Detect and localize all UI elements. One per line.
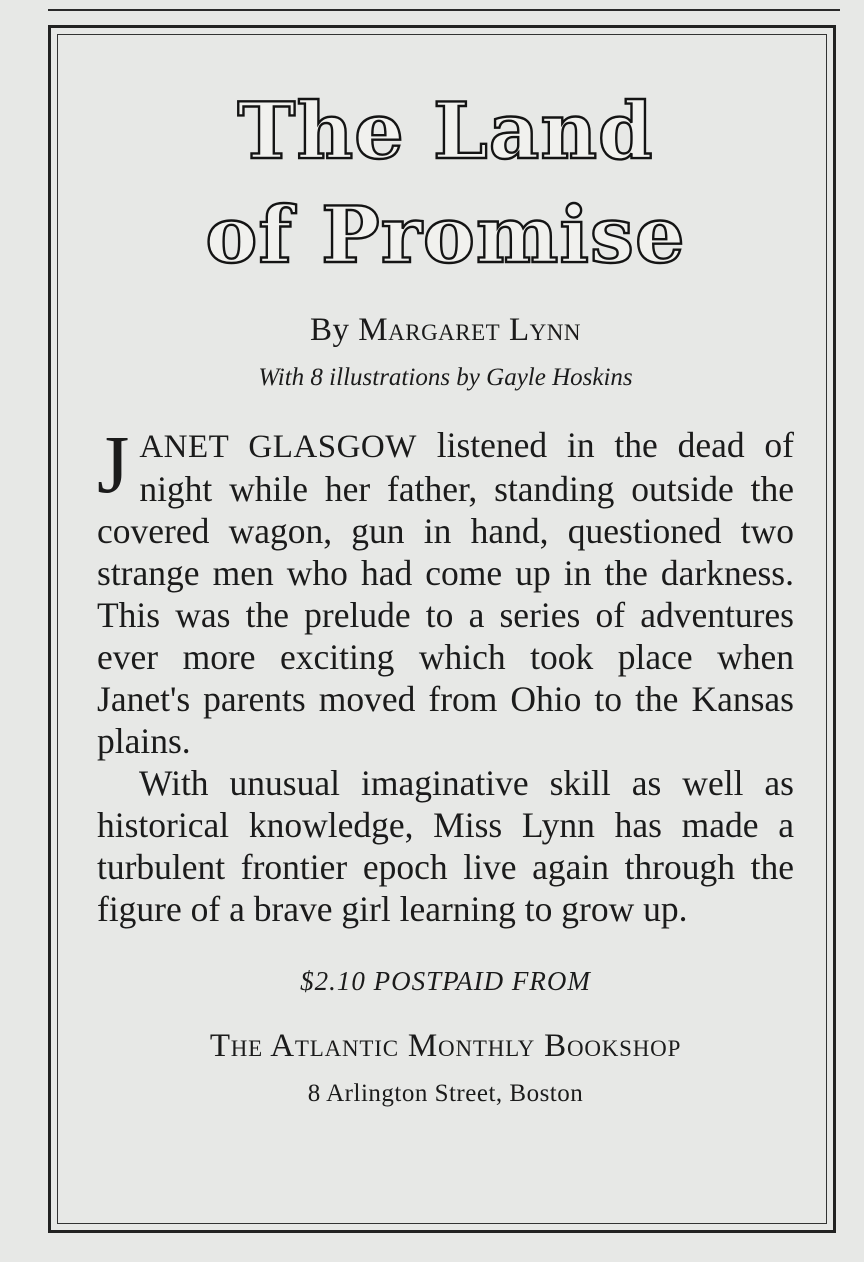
advertisement-content	[97, 80, 794, 1110]
book-description	[97, 418, 794, 930]
byline	[97, 310, 794, 350]
bookshop-address: 8 Arlington Street, Boston	[307, 1080, 584, 1107]
price-line: $2.10 POSTPAID FROM	[300, 966, 591, 996]
bookshop-name: The Atlantic Monthly Bookshop	[209, 1028, 682, 1064]
drop-cap: J	[97, 418, 130, 510]
title-line-2: of Promise	[205, 190, 686, 281]
title-line-1: The Land	[237, 86, 654, 177]
top-rule	[48, 9, 840, 11]
author-name: Margaret Lynn	[358, 312, 581, 348]
paragraph-1-text: listened in the dead of night while her father, standing outside the covered wagon, gun in hand, questioned two strange men who had come up in the darkness. This was the prelude to a series of adventures ever more exciting which took place when Janet's parents moved from Ohio to the Kansas plains.	[97, 425, 794, 761]
lead-caps: ANET GLASGOW	[139, 429, 417, 465]
description-paragraph-1	[97, 418, 794, 762]
byline-prefix: By	[310, 312, 350, 348]
illustrations-credit: With 8 illustrations by Gayle Hoskins	[258, 364, 633, 391]
description-paragraph-2: With unusual imaginative skill as well as historical knowledge, Miss Lynn has made a turbulent frontier epoch live again through the figure of a brave girl learning to grow up.	[97, 763, 794, 929]
book-title	[97, 80, 794, 288]
